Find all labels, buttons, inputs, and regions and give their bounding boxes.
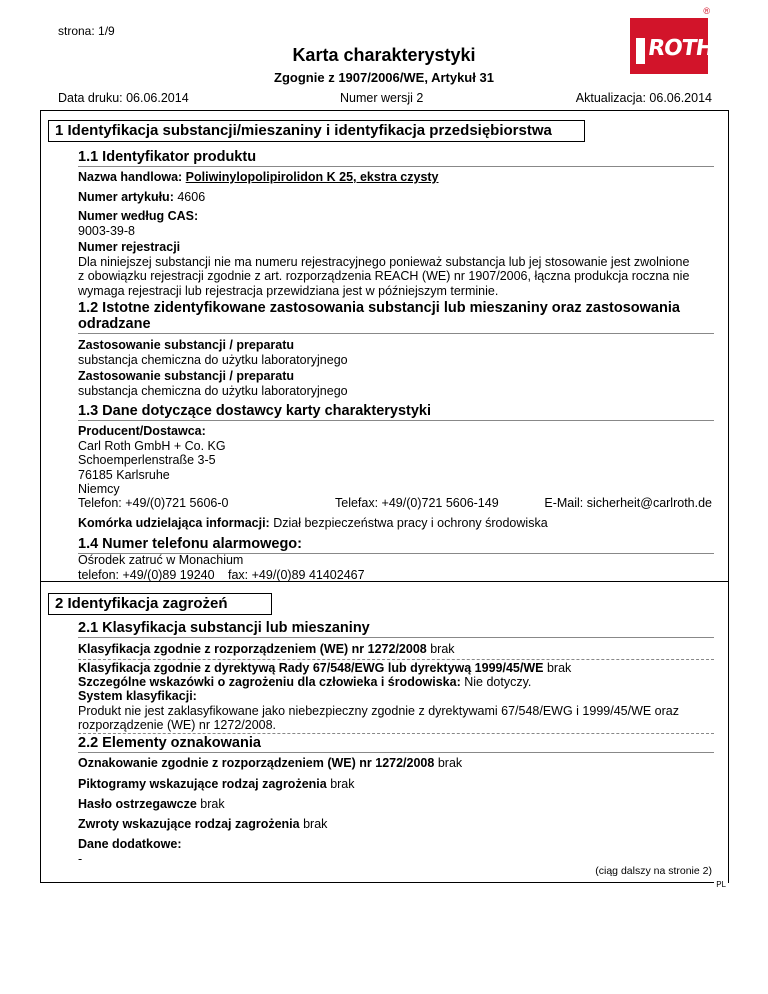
emergency-phone: telefon: +49/(0)89 19240 <box>78 568 215 582</box>
emergency-fax: fax: +49/(0)89 41402467 <box>228 568 365 582</box>
labelling-label: Oznakowanie zgodnie z rozporządzeniem (WE) nr 1272/2008 <box>78 756 435 770</box>
registration-line: wymaga rejestracji lub rejestracja przewidziana jest w późniejszym terminie. <box>78 283 499 298</box>
info-value: Dział bezpieczeństwa pracy i ochrony środowiska <box>273 516 548 530</box>
registration-line: Dla niniejszej substancji nie ma numeru rejestracyjnego ponieważ substancja lub jej stosowanie jest zwolnione <box>78 254 690 269</box>
continued-note: (ciąg dalszy na stronie 2) <box>595 865 712 877</box>
dashed-divider <box>78 733 714 734</box>
cas-label: Numer według CAS: <box>78 209 199 223</box>
print-date: Data druku: 06.06.2014 <box>58 91 189 105</box>
info-row <box>78 516 548 531</box>
dsd-label: Klasyfikacja zgodnie z dyrektywą Rady 67/548/EWG lub dyrektywą 1999/45/WE <box>78 661 544 675</box>
heading-1-3: 1.3 Dane dotyczące dostawcy karty charakterystyki <box>78 403 432 419</box>
heading-1-2 <box>78 300 680 332</box>
divider <box>78 333 714 334</box>
heading-1-4: 1.4 Numer telefonu alarmowego: <box>78 536 302 552</box>
use-value: substancja chemiczna do użytku laboratoryjnego <box>78 352 348 367</box>
page-number: strona: 1/9 <box>58 24 115 38</box>
clp-label: Klasyfikacja zgodnie z rozporządzeniem (WE) nr 1272/2008 <box>78 642 427 656</box>
language-code: PL <box>716 880 726 889</box>
cas-block <box>78 209 198 238</box>
additional-value: - <box>78 851 83 866</box>
heading-2-2: 2.2 Elementy oznakowania <box>78 735 261 751</box>
article-label: Numer artykułu: <box>78 190 174 204</box>
supplier-phone: Telefon: +49/(0)721 5606-0 <box>78 496 229 510</box>
heading-2-1: 2.1 Klasyfikacja substancji lub mieszaniny <box>78 620 370 636</box>
special-hazard-row <box>78 675 531 690</box>
system-label: System klasyfikacji: <box>78 689 197 703</box>
divider <box>78 752 714 753</box>
hazard-statements-row <box>78 817 327 832</box>
dashed-divider <box>78 659 714 660</box>
version-number: Numer wersji 2 <box>340 91 424 105</box>
system-line: rozporządzenie (WE) nr 1272/2008. <box>78 718 277 732</box>
heading-1-2-line: odradzane <box>78 316 151 332</box>
additional-label: Dane dodatkowe: <box>78 837 182 851</box>
signal-word-row <box>78 797 225 812</box>
system-line: Produkt nie jest zaklasyfikowane jako niebezpieczny zgodnie z dyrektywami 67/548/EWG i 1999/45/WE oraz <box>78 703 679 718</box>
use-label: Zastosowanie substancji / preparatu <box>78 338 295 352</box>
clp-value: brak <box>430 642 455 656</box>
emergency-name: Ośrodek zatruć w Monachium <box>78 553 244 567</box>
registration-line: z obowiązku rejestracji zgodnie z art. rozporządzenia REACH (WE) nr 1907/2006, łączna produkcja roczna nie <box>78 269 690 283</box>
registration-label: Numer rejestracji <box>78 240 181 254</box>
dsd-classification-row <box>78 661 571 676</box>
update-date: Aktualizacja: 06.06.2014 <box>575 91 712 105</box>
labelling-value: brak <box>437 756 463 770</box>
pictogram-label: Piktogramy wskazujące rodzaj zagrożenia <box>78 777 327 791</box>
section-1-title-text: 1 Identyfikacja substancji/mieszaniny i identyfikacja przedsiębiorstwa <box>55 122 552 139</box>
supplier-street: Schoemperlenstraße 3-5 <box>78 453 216 467</box>
labelling-row <box>78 756 462 771</box>
document-subtitle: Zgognie z 1907/2006/WE, Artykuł 31 <box>274 70 494 85</box>
divider <box>78 166 714 167</box>
special-label: Szczególne wskazówki o zagrożeniu dla człowieka i środowiska: <box>78 675 461 689</box>
pictogram-value: brak <box>330 777 355 791</box>
hazard-value: brak <box>303 817 328 831</box>
section-2-title <box>48 593 272 615</box>
supplier-fax: Telefax: +49/(0)721 5606-149 <box>335 496 499 510</box>
signal-label: Hasło ostrzegawcze <box>78 797 197 811</box>
use-block-2 <box>78 369 348 398</box>
clp-classification-row <box>78 642 455 657</box>
supplier-city: 76185 Karlsruhe <box>78 467 170 482</box>
info-label: Komórka udzielająca informacji: <box>78 516 270 530</box>
roth-logo <box>630 6 715 74</box>
divider <box>78 420 714 421</box>
registration-block <box>78 240 689 298</box>
registered-mark: ® <box>703 6 710 16</box>
cas-value: 9003-39-8 <box>78 223 135 238</box>
pictogram-row <box>78 777 355 792</box>
document-title: Karta charakterystyki <box>292 45 476 65</box>
supplier-country: Niemcy <box>78 482 120 496</box>
logo-wordmark: ROTH <box>646 36 715 61</box>
article-value: 4606 <box>177 190 206 204</box>
trade-name-label: Nazwa handlowa: <box>78 170 183 184</box>
article-row <box>78 190 205 205</box>
section-1-title <box>48 120 585 142</box>
signal-value: brak <box>200 797 225 811</box>
use-label: Zastosowanie substancji / preparatu <box>78 369 295 383</box>
supplier-label: Producent/Dostawca: <box>78 424 206 438</box>
logo-tag-shape <box>636 38 645 64</box>
supplier-name: Carl Roth GmbH + Co. KG <box>78 438 226 453</box>
heading-1-1: 1.1 Identyfikator produktu <box>78 149 257 165</box>
trade-name-value: Poliwinylopolipirolidon K 25, ekstra czysty <box>185 170 439 184</box>
divider <box>78 637 714 638</box>
hazard-label: Zwroty wskazujące rodzaj zagrożenia <box>78 817 300 831</box>
classification-system-block <box>78 689 679 733</box>
use-value: substancja chemiczna do użytku laboratoryjnego <box>78 383 348 398</box>
additional-info-block <box>78 837 182 866</box>
supplier-email[interactable]: E-Mail: sicherheit@carlroth.de <box>544 496 712 510</box>
heading-1-2-line: 1.2 Istotne zidentyfikowane zastosowania substancji lub mieszaniny oraz zastosowania <box>78 300 680 316</box>
special-value: Nie dotyczy. <box>464 675 532 689</box>
supplier-block <box>78 424 226 497</box>
use-block-1 <box>78 338 348 367</box>
section-2-title-text: 2 Identyfikacja zagrożeń <box>55 595 228 612</box>
trade-name-row <box>78 170 439 185</box>
dsd-value: brak <box>546 661 572 675</box>
